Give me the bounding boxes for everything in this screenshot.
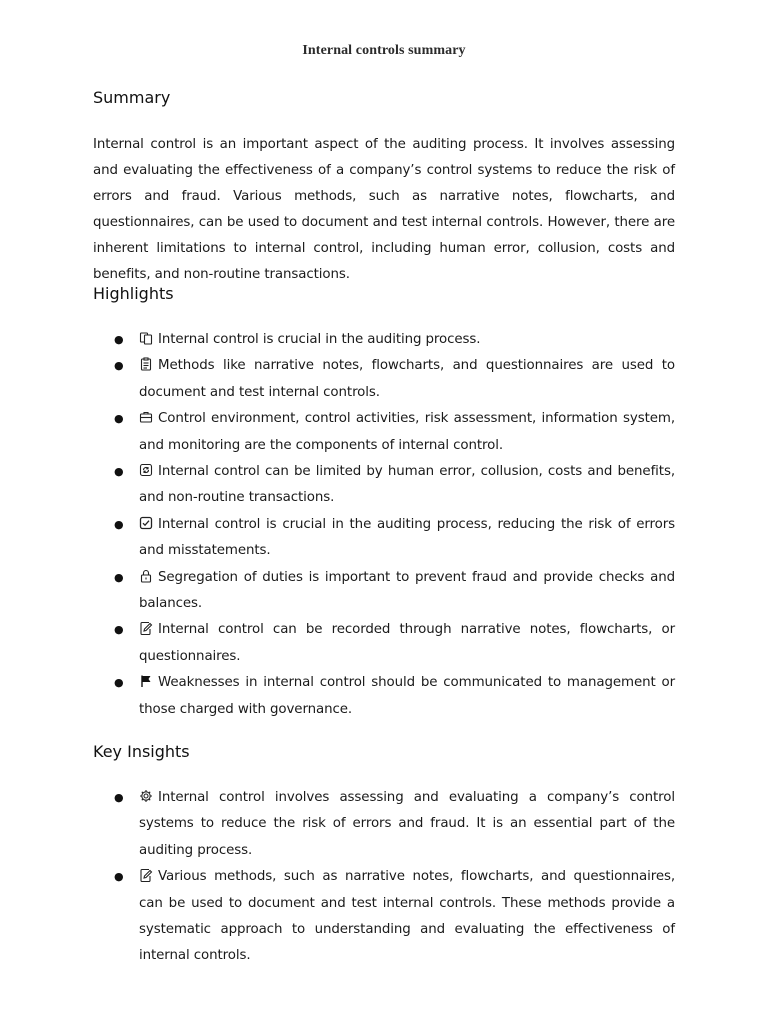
- summary-heading: Summary: [93, 88, 171, 107]
- list-item: [0, 512, 675, 565]
- highlight-text: Internal control is crucial in the auditing process.: [158, 332, 481, 347]
- list-item: [0, 617, 675, 670]
- list-item: [0, 459, 675, 512]
- bullet: ●: [114, 517, 124, 531]
- bullet: ●: [114, 465, 124, 479]
- list-item: [0, 785, 675, 864]
- insight-text: Internal control involves assessing and evaluating a company’s control systems to reduce the risk of errors and fraud. It is an essential part of the auditing process.: [139, 790, 675, 858]
- bullet: ●: [114, 570, 124, 584]
- highlight-text: Control environment, control activities, risk assessment, information system, and monitoring are the components of internal control.: [139, 411, 675, 453]
- list-item: [0, 565, 675, 618]
- bullet: ●: [114, 623, 124, 637]
- key-insights-list: [0, 785, 768, 970]
- highlight-text: Internal control is crucial in the auditing process, reducing the risk of errors and misstatements.: [139, 516, 675, 559]
- key-insights-heading: Key Insights: [93, 742, 190, 761]
- edit-icon: [139, 621, 153, 635]
- bullet: ●: [114, 676, 124, 690]
- summary-paragraph: Internal control is an important aspect of the auditing process. It involves assessing and evaluating the effectiveness of a company’s control systems to reduce the risk of errors and fraud. Various methods, such as narrative notes, flowcharts, and questionnaires, can be used to document and test internal controls. However, there are inherent limitations to internal control, including human error, collusion, costs and benefits, and non-routine transactions.: [93, 137, 675, 282]
- bullet: ●: [114, 791, 124, 804]
- highlight-text: Segregation of duties is important to prevent fraud and provide checks and balances.: [139, 569, 675, 612]
- list-item: [0, 406, 675, 459]
- bullet: ●: [114, 412, 124, 426]
- list-item: [0, 864, 675, 970]
- gear-icon: [139, 789, 153, 803]
- lock-icon: [139, 569, 153, 583]
- list-item: [0, 353, 675, 406]
- bullet: ●: [114, 359, 124, 373]
- bullet: ●: [114, 333, 124, 346]
- highlight-text: Internal control can be recorded through narrative notes, flowcharts, or questionnaires.: [139, 622, 675, 664]
- highlight-text: Weaknesses in internal control should be communicated to management or those charged with governance.: [139, 675, 675, 717]
- bullet: ●: [114, 870, 124, 884]
- documents-icon: [139, 331, 153, 345]
- list-item: [0, 670, 675, 723]
- highlights-list: [0, 327, 768, 723]
- highlights-heading: Highlights: [93, 284, 174, 303]
- highlight-text: Methods like narrative notes, flowcharts, and questionnaires are used to document and test internal controls.: [139, 358, 675, 400]
- flag-icon: [139, 674, 153, 688]
- insight-text: Various methods, such as narrative notes, flowcharts, and questionnaires, can be used to document and test internal controls. These methods provide a systematic approach to understanding and evaluating the effectiveness of internal controls.: [139, 869, 675, 964]
- briefcase-icon: [139, 410, 153, 424]
- list-item: [0, 327, 675, 353]
- highlight-text: Internal control can be limited by human error, collusion, costs and benefits, and non-routine transactions.: [139, 464, 675, 506]
- edit-icon: [139, 868, 153, 882]
- document-title: Internal controls summary: [302, 43, 466, 58]
- clipboard-icon: [139, 357, 153, 371]
- checkbox-icon: [139, 516, 153, 530]
- refresh-icon: [139, 463, 153, 477]
